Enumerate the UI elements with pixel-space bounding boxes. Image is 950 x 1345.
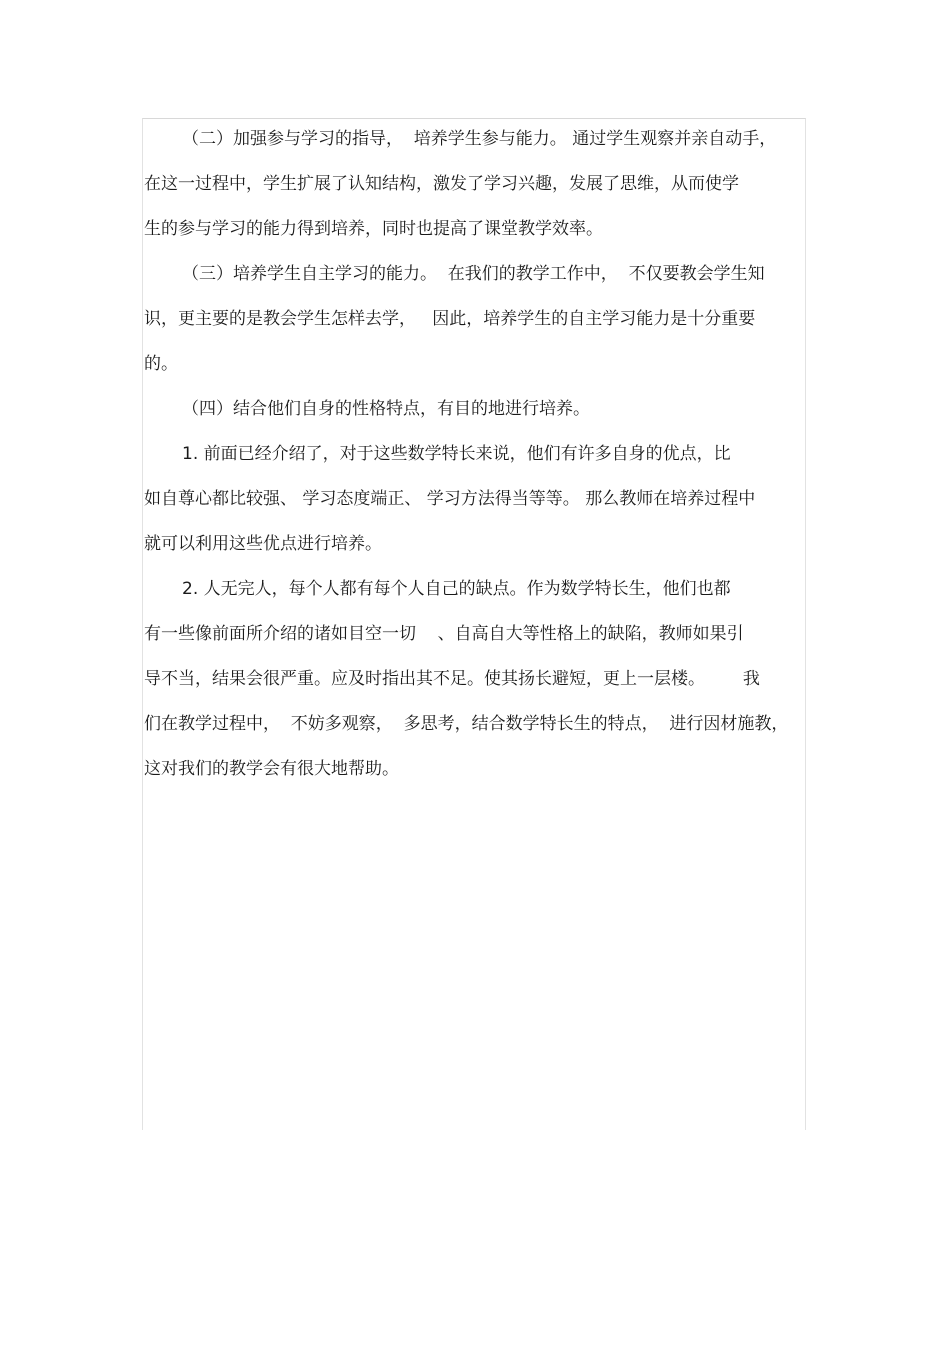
item-2-line-1: 2. 人无完人，每个人都有每个人自己的缺点。作为数学特长生，他们也都 — [182, 579, 731, 599]
item-2-line-3: 导不当，结果会很严重。应及时指出其不足。使其扬长避短，更上一层楼。 我 — [144, 669, 760, 689]
paragraph-3-line-1: （三）培养学生自主学习的能力。 在我们的教学工作中， 不仅要教会学生知 — [182, 264, 765, 284]
item-2-line-4: 们在教学过程中， 不妨多观察， 多思考，结合数学特长生的特点， 进行因材施教， — [144, 714, 789, 734]
item-2-line-2: 有一些像前面所介绍的诸如目空一切 、自高自大等性格上的缺陷，教师如果引 — [144, 624, 744, 644]
paragraph-2-line-3: 生的参与学习的能力得到培养，同时也提高了课堂教学效率。 — [144, 219, 603, 239]
paragraph-3-line-3: 的。 — [144, 354, 178, 374]
paragraph-4-heading: （四）结合他们自身的性格特点，有目的地进行培养。 — [182, 399, 590, 419]
paragraph-3-line-2: 识，更主要的是教会学生怎样去学， 因此，培养学生的自主学习能力是十分重要 — [144, 309, 756, 329]
paragraph-2-line-1: （二）加强参与学习的指导， 培养学生参与能力。 通过学生观察并亲自动手， — [182, 129, 777, 149]
paragraph-2-line-2: 在这一过程中，学生扩展了认知结构，激发了学习兴趣，发展了思维，从而使学 — [144, 174, 739, 194]
item-2-line-5: 这对我们的教学会有很大地帮助。 — [144, 759, 399, 779]
item-1-line-3: 就可以利用这些优点进行培养。 — [144, 534, 382, 554]
item-1-line-2: 如自尊心都比较强、 学习态度端正、 学习方法得当等等。 那么教师在培养过程中 — [144, 489, 756, 509]
item-1-line-1: 1. 前面已经介绍了，对于这些数学特长来说，他们有许多自身的优点，比 — [182, 444, 731, 464]
